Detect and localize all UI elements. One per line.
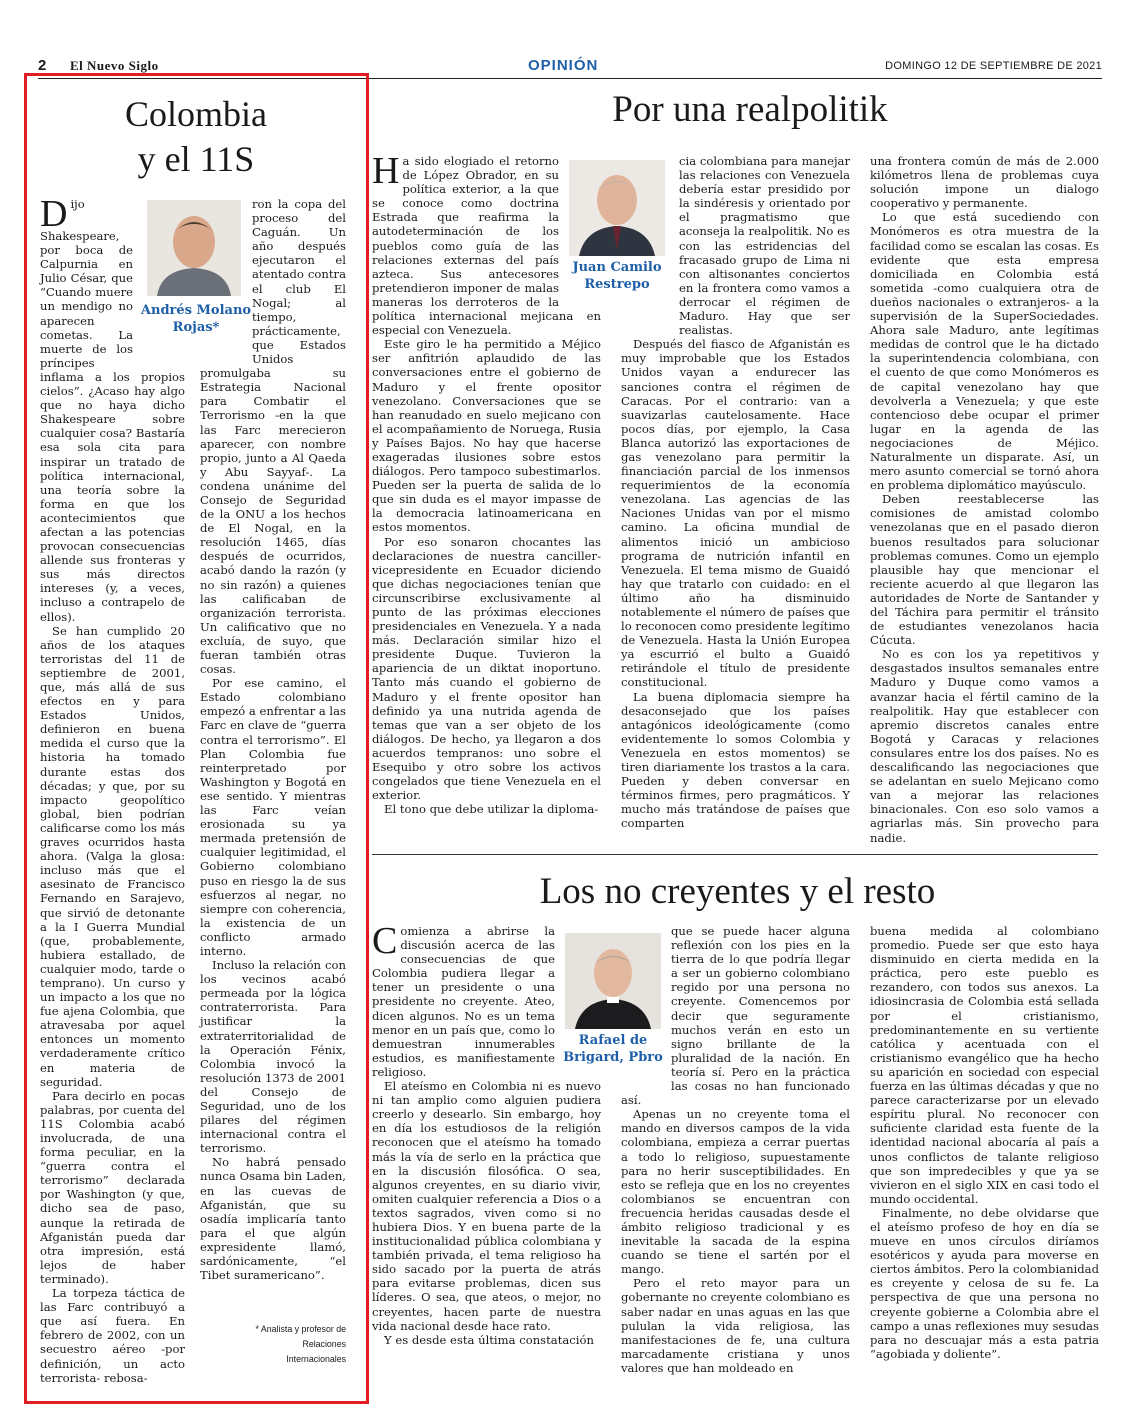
article2-column3 (870, 154, 1099, 845)
article3-paragraph: El ateísmo en Colombia ni es nuevo ni tan amplio como alguien pudiera creerlo y desearlo. Sin embargo, hoy en día los estudiosos de la religión reconocen que el ateísmo ha tomado más la vía de serlo en la práctica que en la discusión filosófica. O sea, algunos creyentes, en su diario vivir, omiten cualquier referencia a Dios o a textos sagrados, viven como si no hubiera Dios. Y en buena parte de la institucionalidad pública colombiana y también privada, el tema religioso ha sido sacado por la puerta de atrás para evitarse problemas, dicen sus líderes. O sea, que ateos, o mejor, no creyentes, hacen parte de nuestra vida nacional desde hace rato. (372, 1079, 601, 1333)
article3-paragraph: Finalmente, no debe olvidarse que el ateísmo profeso de hoy en día se mueve en unos círculos diríamos esotéricos y ayuda para moverse en ciertos ámbitos. Pero la colombianidad es creyente y celosa de su fe. La perspectiva de que una persona no creyente gobierne a Colombia abre el campo a unas reflexiones muy sesudas para no descuajar más a esta patria “agobiada y doliente”. (870, 1205, 1099, 1361)
article2-author-line2: Restrepo (584, 277, 650, 292)
article2-paragraph: Después del fiasco de Afganistán es muy improbable que los Estados Unidos vayan a endurecer las sanciones contra el régimen de Caracas. Por el contrario: van a suavizarlas cautelosamente. Hace pocos días, por ejemplo, la Casa Blanca autorizó las exportaciones de gas venezolano para permitir la financiación parcial de los inmensos requerimientos de la economía venezolana. Las agencias de las Naciones Unidas van por el mismo camino. La oficina mundial de alimentos inició un ambicioso programa de nutrición infantil en Venezuela. El tema mismo de Guaidó hay que tratarlo con cuidado: en el último año ha disminuido notablemente el número de países que lo reconocen como presidente legítimo de Venezuela. Hasta la Unión Europea ya escurrió el bulto a Guaidó retirándole el título de presidente constitucional. (621, 337, 850, 690)
article2-paragraph: La buena diplomacia siempre ha desaconsejado que los países antagónicos ideológicamente (como evidentemente lo somos Colombia y Venezuela en estos momentos) se tiren diariamente los trastos a la cara. Pueden y deben conversar en términos firmes, pero pragmáticos. Y mucho más tratándose de países que comparten (621, 689, 850, 831)
article2-intro-text: a sido elogiado el retorno de López Obrador, en su política exterior, a la que se conoce como doctrina Estrada que reafirma la autodeterminación de los pueblos como guía de las relaciones externas del país azteca. Sus antecesores pretendieron imponer de malas maneras los derroteros de la política internacional mejicana en especial con Venezuela. (372, 154, 601, 338)
article1-author-line1: Andrés Molano (140, 303, 252, 318)
section-name: OPINIÓN (528, 57, 599, 74)
article2-column1 (372, 150, 601, 834)
article1-paragraph: Se han cumplido 20 años de los ataques terroristas del 11 de septiembre de 2001, que, más allá de sus efectos en y para Estados Unidos, definieron en buena medida el curso que la historia ha tomado durante estas dos décadas; y que, por su impacto geopolítico global, bien podrían calificarse como los más graves ocurridos hasta ahora. (Valga la glosa: incluso más que el asesinato de Francisco Fernando en Sarajevo, que sirvió de detonante a la I Guerra Mundial (que, probablemente, hubiera estallado, de cualquier modo, tarde o temprano). Un curso y un impacto a los que no fue ajena Colombia, que atravesaba por aquel entonces un momento verdaderamente crítico en materia de seguridad. (40, 623, 185, 1089)
article1-column2 (200, 197, 346, 1307)
author-note-line: * Analista y profesor de (255, 1324, 346, 1334)
article1-author-note (200, 1322, 346, 1367)
article1-column1 (40, 193, 185, 1387)
dropcap: C (372, 920, 398, 962)
page-number: 2 (38, 57, 47, 74)
article1-author-line2: Rojas* (172, 320, 220, 335)
article3-column3 (870, 924, 1099, 1384)
article2-paragraph: Deben reestablecerse las comisiones de amistad colombo venezolanas que en el pasado dieron buenos resultados para solucionar problemas comunes. Como un ejemplo plausible hay que mencionar el reciente acuerdo al que llegaron las autoridades de Norte de Santander y del Táchira para permitir el tránsito de estudiantes venezolanos hacia Cúcuta. (870, 492, 1099, 648)
article3-title: Los no creyentes y el resto (539, 871, 936, 912)
author-note-line: Relaciones (302, 1339, 346, 1349)
article1-paragraph: Para decirlo en pocas palabras, por cuenta del 11S Colombia acabó involucrada, de una forma peculiar, en la “guerra contra el terrorismo” declarada por Washington (y que, dicho sea de paso, aunque la retirada de Afganistán pueda dar otra impresión, está lejos de haber terminado). (40, 1088, 185, 1286)
article3-intro-text: omienza a abrirse la discusión acerca de las consecuencias de que Colombia pudiera llegar a tener un presidente o una presidente no creyente. Ateo, dicen algunos. No es un tema menor en un país que, como lo demuestran innumerables estudios, es manifiestamente religioso. (372, 924, 555, 1079)
issue-date: DOMINGO 12 DE SEPTIEMBRE DE 2021 (885, 60, 1102, 72)
article3-column1 (372, 920, 601, 1384)
article3-paragraph: buena medida al colombiano promedio. Puede ser que esto haya disminuido en cierta medida en la práctica, pero este pueblo es rezandero, con todos sus anexos. La idiosincrasia de Colombia está sellada por el cristianismo, predominantemente en su vertiente católica y acentuada con el cristianismo evangélico que ha hecho su aparición en sociedad con especial fuerza en las últimas décadas y que no parece caracterizarse por un elevado espíritu plural. No reconocer con suficiente claridad esta fuente de la identidad nacional abocaría al país a unos conflictos de talante religioso que son impredecibles y que ya se vivieron en el siglo XIX en casi todo el mundo occidental. (870, 924, 1099, 1206)
article3-paragraph: Apenas un no creyente toma el mando en diversos campos de la vida colombiana, empieza a cerrar puertas a todo lo religioso, supuestamente para no herir susceptibilidades. En esto se refleja que en los no creyentes colombianos se encuentran con frecuencia heridas causadas desde el ámbito religioso tradicional y es inevitable la sacada de la espina cuando se tiene el sartén por el mango. (621, 1107, 850, 1277)
article3-paragraph: Y es desde esta última constatación (384, 1332, 594, 1347)
article1-intro-text: ijo Shakespeare, por boca de Calpurnia en Julio César, que “Cuando muere un mendigo no aparecen cometas. La muerte de los príncipes inflama a los propios cielos”. ¿Acaso hay algo que no haya dicho Shakespeare sobre cualquier cosa? Bastaría esa sola cita para inspirar un tratado de política internacional, una teoría sobre la forma en que los acontecimientos que afectan a las potencias provocan consecuencias allende sus fronteras y sus más directos intereses (y, a veces, incluso a contrapelo de ellos). (40, 197, 185, 624)
column-wrap-spacer (559, 154, 601, 302)
article2-column2 (621, 154, 850, 834)
column-wrap-spacer (133, 197, 185, 362)
article2-paragraph: Por eso sonaron chocantes las declaraciones de nuestra canciller-vicepresidente en Ecuador diciendo que dichas negociaciones tenían que circunscribirse exclusivamente al punto de las próximas elecciones presidenciales en Venezuela. Y a nada más. Declaración similar hizo el presidente Duque. Tuvieron la apariencia de un diktat inoportuno. Tanto más cuando el gobierno de Maduro y el frente opositor han definido ya una nutrida agenda de temas que van a ser objeto de los diálogos. De hecho, ya llegaron a dos acuerdos tempranos: uno sobre el Esequibo y otro sobre los activos congelados que tiene Venezuela en el exterior. (372, 534, 601, 803)
column-wrap-spacer (621, 924, 671, 1084)
column-wrap-spacer (555, 924, 601, 1059)
article1-title-line1: Colombia (125, 94, 267, 134)
article1-paragraph: Por ese camino, el Estado colombiano empezó a enfrentar a las Farc en clave de “guerra contra el terrorismo”. El Plan Colombia fue reinterpretado por Washington y Bogotá en ese sentido. Y mientras las Farc veían erosionada su ya mermada pretensión de cualquier legitimidad, el Gobierno colombiano puso en riesgo la de sus esfuerzos al negar, no siempre con coherencia, la existencia de un conflicto armado interno. (200, 676, 346, 958)
article1-title (40, 92, 352, 182)
author-note-line: Internacionales (286, 1354, 346, 1364)
article2-paragraph: cia colombiana para manejar las relaciones con Venezuela debería estar presidido por la sindéresis y orientado por el pragmatismo que aconseja la realpolitik. No es con las estridencias del fracasado grupo de Lima ni con altisonantes conciertos en la frontera como vamos a derrocar el régimen de Maduro. Hay que ser realistas. (679, 154, 850, 338)
article2-paragraph: una frontera común de más de 2.000 kilómetros llena de problemas cuya solución impone un dialogo cooperativo y permanente. (870, 154, 1099, 211)
article3-column2 (621, 924, 850, 1384)
article2-paragraph: El tono que debe utilizar la diploma- (384, 802, 599, 817)
article2-paragraph: No es con los ya repetitivos y desgastados insultos semanales entre Maduro y Duque como vamos a avanzar hacia el fértil camino de la realpolitik. Hay que establecer con apremio discretos canales entre Bogotá y Caracas y relaciones consulares entre los dos países. No es descalificando las negociaciones que se adelantan en suelo Mejicano como van a mejorar las relaciones binacionales. Con eso solo vamos a agriarlas más. Sin provecho para nadie. (870, 647, 1099, 845)
article1-paragraph: Incluso la relación con los vecinos acabó permeada por la lógica contraterrorista. Para justificar la extraterritorialidad de la Operación Fénix, Colombia invocó la resolución 1373 de 2001 del Consejo de Seguridad, uno de los pilares del régimen internacional contra el terrorismo. (200, 958, 346, 1156)
article1-paragraph: ron la copa del proceso del Caguán. Un año después ejecutaron el atentado contra el club El Nogal; al tiempo, prácticamente, que Estados Unidos promulgaba su Estrategia Nacional para Combatir el Terrorismo -en la que las Farc merecieron aparecer, con nombre propio, junto a Al Qaeda y Abu Sayyaf-. La condena unánime del Consejo de Seguridad de la ONU a los hechos de El Nogal, en la resolución 1465, días después de ocurridos, acabó dando la razón (y no sin razón) a quienes las calificaban de organización terrorista. Un calificativo que no excluía, de suyo, que fueran también otras cosas. (200, 197, 346, 677)
article2-paragraph: Este giro le ha permitido a Méjico ser anfitrión aplaudido de las conversaciones entre el gobierno de Maduro y el frente opositor venezolano. Conversaciones que se han reanudado en suelo mejicano con el acompañamiento de Noruega, Rusia y Países Bajos. No hay que hacerse exageradas ilusiones sobre estos diálogos. Pero tampoco subestimarlos. Pueden ser la puerta de salida de lo que sin duda es el mayor impasse de la democracia latinoamericana en estos momentos. (372, 337, 601, 535)
article3-paragraph: que se puede hacer alguna reflexión con los pies en la tierra de lo que podría llegar a ser un gobierno colombiano regido por una persona no creyente. Comencemos por decir que seguramente muchos verán en esto un signo brillante de la pluralidad de la nación. En teoría sí. Pero en la práctica las cosas no han funcionado así. (621, 924, 850, 1108)
column-wrap-spacer (621, 154, 679, 336)
article3-author-line1: Rafael de (578, 1033, 648, 1048)
article2-author-line1: Juan Camilo (572, 260, 662, 275)
dropcap: H (372, 150, 400, 192)
article3-paragraph: Pero el reto mayor para un gobernante no creyente colombiano es saber nadar en unas aguas en las que pululan la vida religiosa, las manifestaciones de fe, una cultura marcadamente cristiana y unos valores que han moldeado en (621, 1276, 850, 1375)
article2-title: Por una realpolitik (612, 89, 888, 130)
column-wrap-spacer (200, 197, 252, 362)
article1-title-line2: y el 11S (137, 139, 255, 179)
article-divider (372, 854, 1098, 855)
article2-paragraph: Lo que está sucediendo con Monómeros es otra muestra de la facilidad como se escalan las cosas. Es evidente que esta empresa domiciliada en Colombia está sometida -como cualquiera otra de dueños nacionales o extranjeros- a la supervisión de la SuperSociedades. Ahora sale Maduro, ante legítimas medidas de control que le ha dictado la superintendencia colombiana, con el cuento de que como Monómeros es de capital venezolano hay que devolverla a Venezuela; y que este contencioso debe ocupar el primer lugar en la agenda de las negociaciones de Méjico. Naturalmente un disparate. Así, un mero asunto comercial se tornó ahora en problema diplomático mayúsculo. (870, 210, 1099, 493)
article3-author-line2: Brigard, Pbro (563, 1050, 663, 1065)
article1-paragraph: No habrá pensado nunca Osama bin Laden, en las cuevas de Afganistán, que su osadía implicaría tanto para el que algún expresidente llamó, sardónicamente, “el Tibet suramericano”. (200, 1155, 346, 1283)
dropcap: D (40, 193, 68, 235)
article1-paragraph: La torpeza táctica de las Farc contribuyó a que así fuera. En febrero de 2002, con un secuestro aéreo -por definición, un acto terrorista- rebosa- (40, 1286, 185, 1385)
publication-name: El Nuevo Siglo (70, 58, 159, 73)
